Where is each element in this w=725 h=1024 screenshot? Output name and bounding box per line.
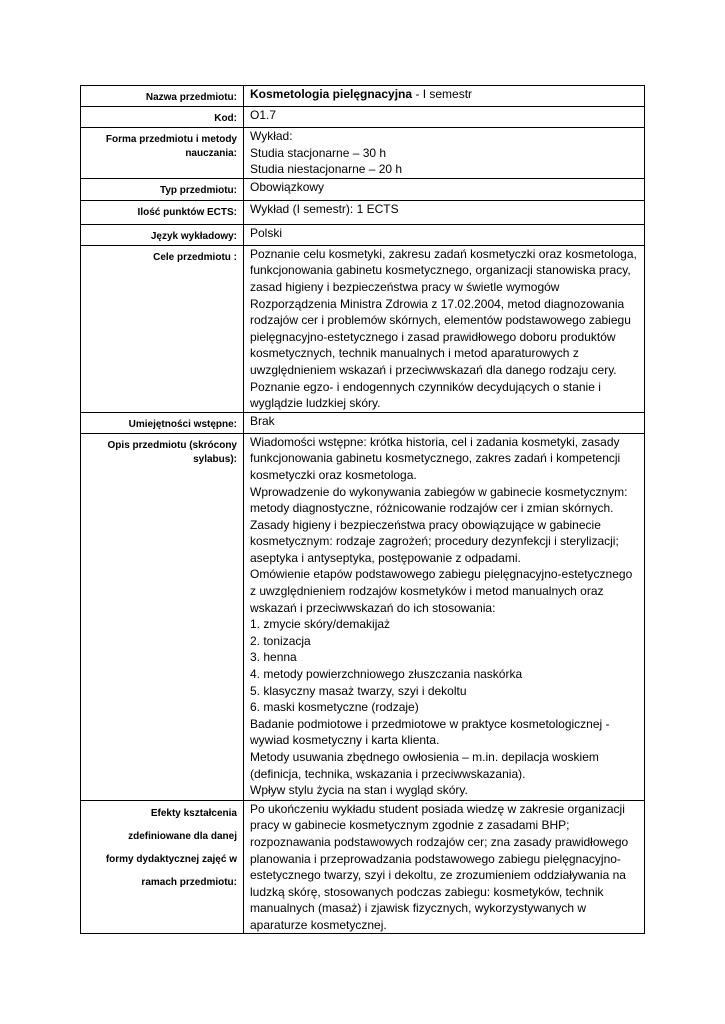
outcomes-line: pracy w gabinecie kosmetycznym zgodnie z zasadami BHP; (250, 818, 570, 833)
description-line: 2. tonizacja (250, 633, 311, 648)
goals-line: wyglądzie ludzkiej skóry. (250, 396, 381, 411)
type-label: Typ przedmiotu: (81, 178, 244, 200)
outcomes-line: planowania i przeprowadzania podstawowego zabiegu pielęgnacyjno- (250, 851, 621, 866)
prereq-label: Umiejętności wstępne: (81, 412, 244, 433)
code-label: Kod: (81, 107, 244, 128)
outcomes-line: Po ukończeniu wykładu student posiada wiedzę w zakresie organizacji (250, 801, 625, 816)
goals-label: Cele przedmiotu : (81, 245, 244, 412)
form-label: Forma przedmiotu i metody nauczania: (81, 128, 244, 179)
goals-line: funkcjonowania gabinetu kosmetycznego, organizacji stanowiska pracy, (250, 263, 631, 278)
description-line: wywiad kosmetyczny i karta klienta. (250, 733, 440, 748)
description-label: Opis przedmiotu (skrócony sylabus): (81, 433, 244, 800)
row-course-name (81, 86, 645, 107)
row-type (81, 178, 645, 200)
description-line: Wprowadzenie do wykonywania zabiegów w gabinecie kosmetycznym: (250, 484, 628, 499)
description-line: kosmetycznym: rodzaje zagrożeń; procedury dezynfekcji i sterylizacji; (250, 534, 619, 549)
code-value: O1.7 (244, 107, 645, 128)
form-value (244, 128, 645, 179)
course-name-value (244, 86, 645, 107)
row-description (81, 433, 645, 800)
row-goals (81, 245, 645, 412)
outcomes-label-line: ramach przedmiotu: (141, 876, 237, 888)
goals-line: kosmetycznych, technik manualnych i metod aparaturowych z (250, 346, 579, 361)
goals-line: Rozporządzenia Ministra Zdrowia z 17.02.2004, metod diagnozowania (250, 296, 625, 311)
description-line: 1. zmycie skóry/demakijaż (250, 617, 391, 632)
outcomes-line: estetycznego twarzy, szyi i dekoltu, ze zrozumieniem oddziaływania na (250, 868, 626, 883)
description-line: kosmetyczki oraz kosmetologa. (250, 467, 417, 482)
outcomes-line: manualnych (masaż) i zjawisk fizycznych, wykorzystywanych w (250, 901, 587, 916)
language-label: Język wykładowy: (81, 224, 244, 245)
description-line: wskazań i przeciwwskazań do ich stosowania: (250, 600, 496, 615)
prereq-value: Brak (244, 412, 645, 433)
description-line: Badanie podmiotowe i przedmiotowe w praktyce kosmetologicznej - (250, 716, 610, 731)
outcomes-label-line: zdefiniowane dla danej (128, 830, 237, 842)
description-value (244, 433, 645, 800)
description-line: Omówienie etapów podstawowego zabiegu pielęgnacyjno-estetycznego (250, 567, 633, 582)
description-line: Wiadomości wstępne: krótka historia, cel i zadania kosmetyki, zasady (250, 434, 620, 449)
outcomes-label-line: formy dydaktycznej zajęć w (105, 853, 237, 865)
row-language (81, 224, 645, 245)
course-name-label: Nazwa przedmiotu: (81, 86, 244, 107)
outcomes-label-line: Efekty kształcenia (150, 807, 237, 819)
ects-label: Ilość punktów ECTS: (81, 200, 244, 224)
row-prereq (81, 412, 645, 433)
row-form (81, 128, 645, 179)
description-line: aseptyka i antyseptyka, postępowanie z odpadami. (250, 550, 521, 565)
goals-line: pielęgnacyjno-estetycznego i zasad prawidłowego doboru produktów (250, 329, 616, 344)
course-name-bold: Kosmetologia pielęgnacyjna (250, 87, 413, 101)
description-line: Metody usuwania zbędnego owłosienia – m.in. depilacja woskiem (250, 750, 599, 764)
goals-line: uwzględnieniem wskazań i przeciwwskazań dla danego rodzaju cery. (250, 362, 617, 377)
outcomes-line: rozpoznawania podstawowych rodzajów cer; zna zasady prawidłowego (250, 834, 629, 849)
form-line: Wykład: (250, 129, 293, 143)
goals-value (244, 245, 645, 412)
row-outcomes (81, 800, 645, 934)
goals-line: rodzajów cer i problemów skórnych, elementów podstawowego zabiegu (250, 313, 631, 328)
outcomes-label (81, 800, 244, 934)
description-line: Wpływ stylu życia na stan i wygląd skóry. (250, 783, 468, 798)
description-line: z uwzględnieniem rodzajów kosmetyków i metod manualnych oraz (250, 584, 604, 599)
syllabus-table (80, 85, 645, 934)
ects-value: Wykład (I semestr): 1 ECTS (244, 200, 645, 224)
outcomes-line: ludzką skórę, stosowanych podczas zabiegu: kosmetyków, technik (250, 884, 604, 899)
row-code (81, 107, 645, 128)
outcomes-line: aparaturze kosmetycznej. (250, 917, 387, 932)
description-line: funkcjonowania gabinetu kosmetycznego, zakres zadań i kompetencji (250, 451, 621, 466)
language-value: Polski (244, 224, 645, 245)
row-ects (81, 200, 645, 224)
goals-line: Poznanie celu kosmetyki, zakresu zadań kosmetyczki oraz kosmetologa, (250, 246, 637, 261)
description-line: Zasady higieny i bezpieczeństwa pracy obowiązujące w gabinecie (250, 517, 601, 532)
form-line: Studia stacjonarne – 30 h (250, 145, 387, 160)
description-line: metody diagnostyczne, różnicowanie rodzajów cer i zmian skórnych. (250, 501, 614, 516)
description-line: 4. metody powierzchniowego złuszczania naskórka (250, 667, 523, 682)
course-semester: - I semestr (412, 87, 473, 101)
goals-line: Poznanie egzo- i endogennych czynników decydujących o stanie i (250, 379, 601, 394)
form-line: Studia niestacjonarne – 20 h (250, 162, 403, 177)
description-line: 5. klasyczny masaż twarzy, szyi i dekoltu (250, 683, 467, 698)
goals-line: zasad higieny i bezpieczeństwa pracy w świetle wymogów (250, 279, 560, 294)
outcomes-value (244, 800, 645, 934)
description-line: (definicja, technika, wskazania i przeciwwskazania). (250, 766, 526, 781)
description-line: 6. maski kosmetyczne (rodzaje) (250, 700, 419, 715)
description-line: 3. henna (250, 650, 297, 665)
type-value: Obowiązkowy (244, 178, 645, 200)
